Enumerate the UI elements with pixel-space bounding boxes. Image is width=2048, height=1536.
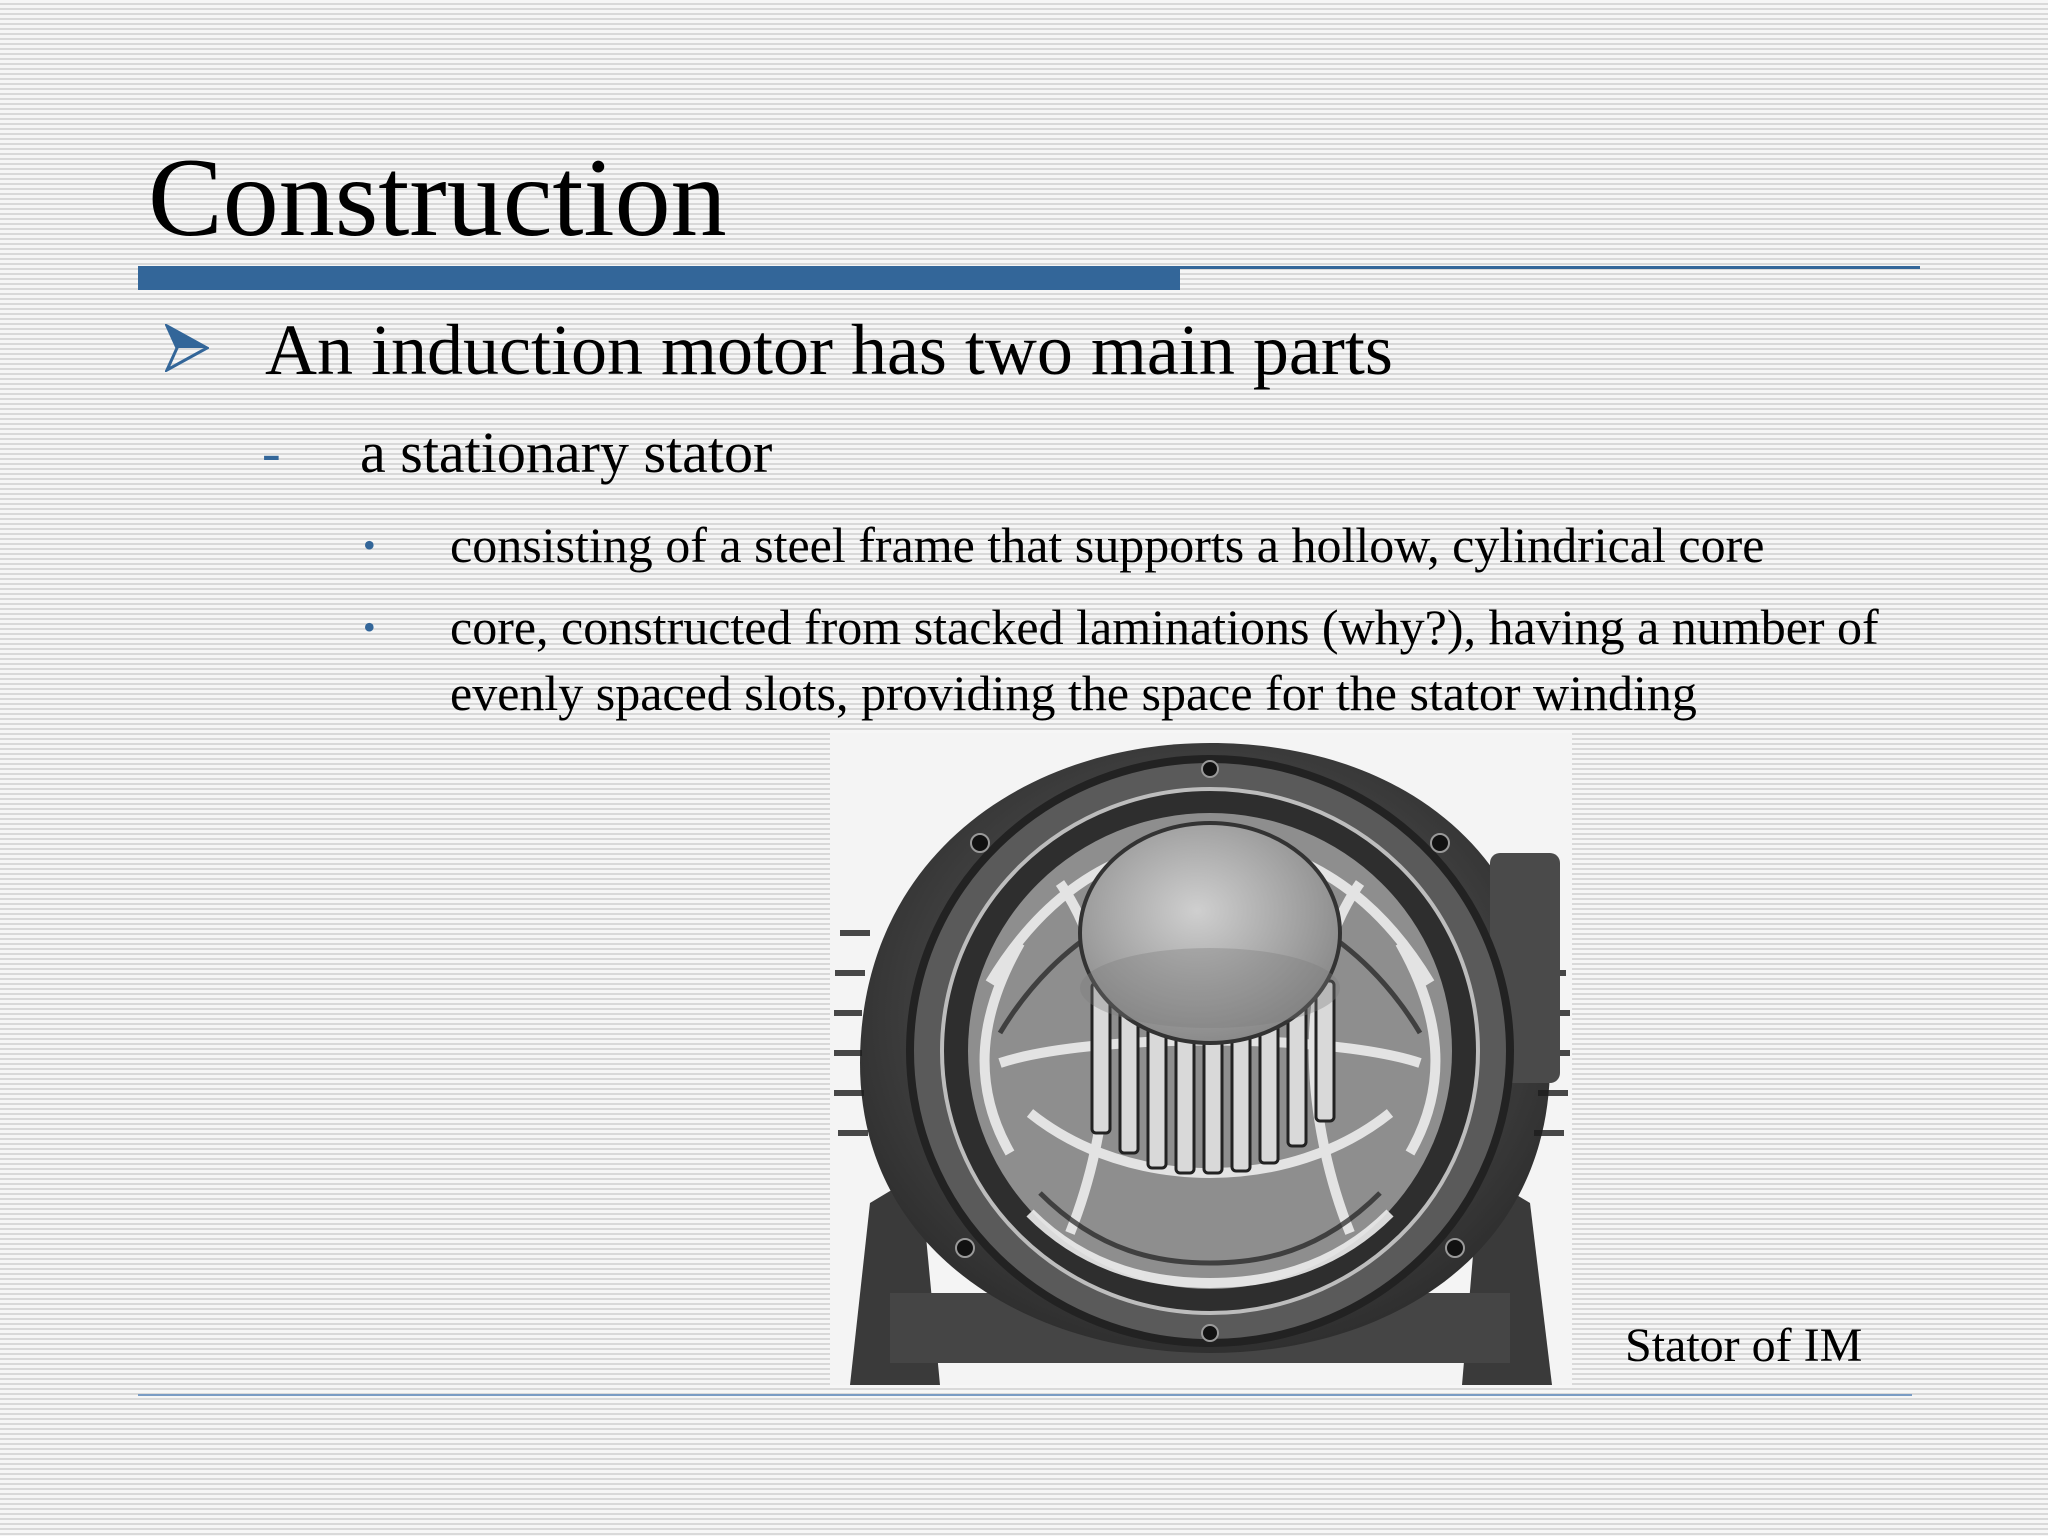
arrow-bullet-icon bbox=[165, 324, 209, 372]
footer-divider bbox=[138, 1394, 1912, 1396]
figure-caption: Stator of IM bbox=[1625, 1319, 1863, 1372]
bullet-level2-text: a stationary stator bbox=[360, 420, 773, 485]
title-underline-thick bbox=[138, 266, 1180, 290]
dot-bullet-icon: • bbox=[363, 525, 376, 565]
stator-illustration-icon bbox=[830, 733, 1572, 1385]
bullet-level3-text: consisting of a steel frame that supports a hollow, cylindrical core bbox=[450, 517, 1765, 573]
stator-photo bbox=[830, 733, 1572, 1385]
dot-bullet-icon: • bbox=[363, 607, 376, 647]
title-underline-thin bbox=[1180, 266, 1920, 269]
dash-bullet-icon: - bbox=[262, 422, 281, 484]
bullet-level3-text: core, constructed from stacked laminations (why?), having a number of evenly spaced slots, providing the space for the stator winding bbox=[450, 599, 1879, 721]
bullet-level1-text: An induction motor has two main parts bbox=[265, 310, 1393, 390]
slide-title: Construction bbox=[148, 136, 727, 260]
